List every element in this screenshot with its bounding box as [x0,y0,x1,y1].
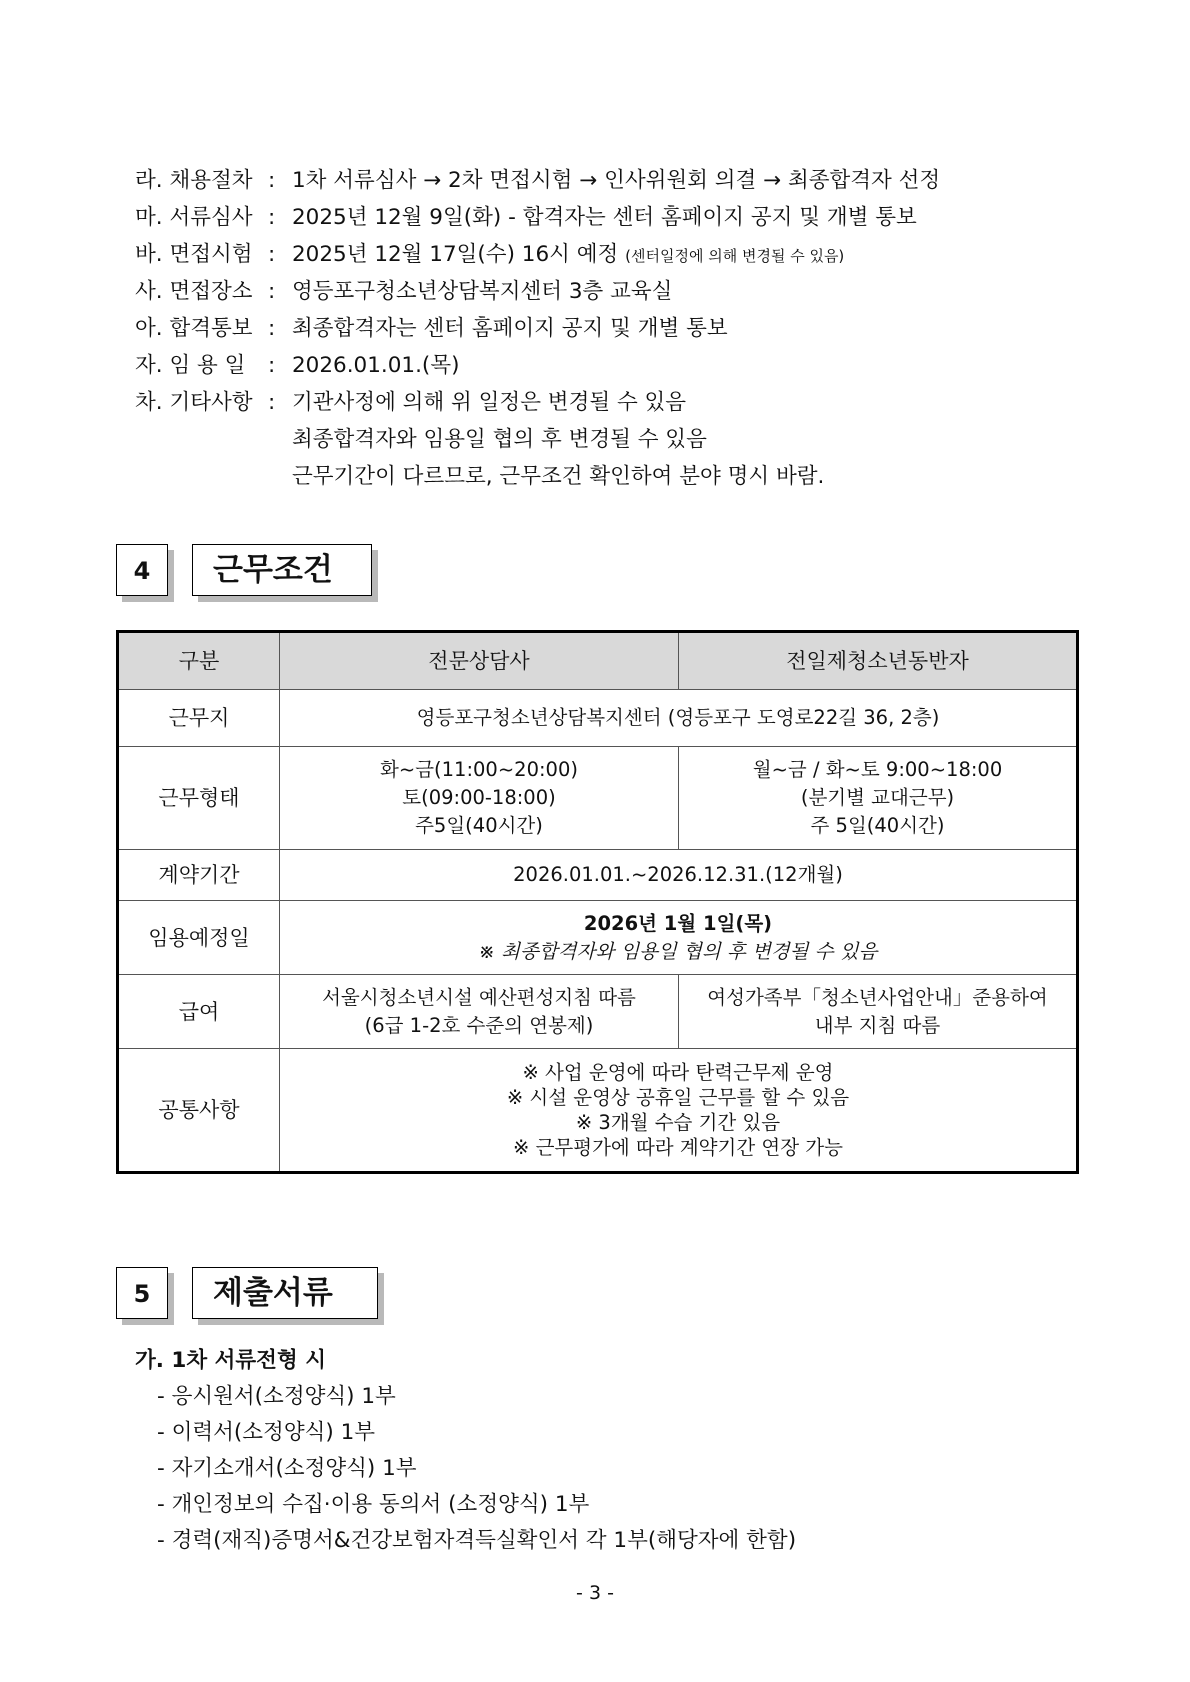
cell-line: 2026년 1월 1일(목) [583,911,773,935]
schedule-label: 아. 합격통보 [135,316,253,341]
table-cell: 2026.01.01.~2026.12.31.(12개월) [280,850,1078,901]
cell-line: 여성가족부「청소년사업안내」준용하여 [707,985,1048,1009]
table-row [118,1049,1078,1173]
table-row [118,975,1078,1049]
schedule-value: 2025년 12월 9일(화) - 합격자는 센터 홈페이지 공지 및 개별 통보 [292,205,917,230]
table-cell [280,975,679,1049]
schedule-note: (센터일정에 의해 변경될 수 있음) [625,247,845,265]
table-cell [280,901,1078,975]
schedule-value: 기관사정에 의해 위 일정은 변경될 수 있음 [292,390,687,415]
column-header: 전일제청소년동반자 [679,632,1078,690]
schedule-label: 라. 채용절차 [135,168,253,193]
cell-line: ※ 3개월 수습 기간 있음 [575,1111,781,1134]
cell-line: 토(09:00-18:00) [402,786,556,809]
work-conditions-table [116,630,1079,1174]
list-item: - 자기소개서(소정양식) 1부 [157,1456,417,1481]
schedule-label: 자. 임 용 일 [135,353,246,378]
schedule-label: 차. 기타사항 [135,390,253,415]
row-header: 근무지 [118,690,280,747]
table-cell: 영등포구청소년상담복지센터 (영등포구 도영로22길 36, 2층) [280,690,1078,747]
schedule-label: 바. 면접시험 [135,242,253,267]
row-header: 급여 [118,975,280,1049]
list-item: - 개인정보의 수집·이용 동의서 (소정양식) 1부 [157,1492,590,1517]
schedule-colon: : [268,390,276,415]
cell-line: ※ 근무평가에 따라 계약기간 연장 가능 [513,1136,843,1159]
cell-line: ※ 시설 운영상 공휴일 근무를 할 수 있음 [506,1086,850,1109]
schedule-row [135,162,1095,199]
section-title: 근무조건 [192,544,372,596]
schedule-value: 1차 서류심사 → 2차 면접시험 → 인사위원회 의결 → 최종합격자 선정 [292,168,941,193]
schedule-value: 2026.01.01.(목) [292,353,460,378]
row-header: 임용예정일 [118,901,280,975]
schedule-value: 영등포구청소년상담복지센터 3층 교육실 [292,279,673,304]
column-header: 전문상담사 [280,632,679,690]
schedule-continuation: 최종합격자와 임용일 협의 후 변경될 수 있음 [292,427,707,452]
schedule-colon: : [268,353,276,378]
cell-line: 월~금 / 화~토 9:00~18:00 [752,758,1003,781]
cell-line: 내부 지침 따름 [814,1013,941,1037]
schedule-colon: : [268,316,276,341]
schedule-label: 마. 서류심사 [135,205,253,230]
table-row [118,747,1078,850]
column-header: 구분 [118,632,280,690]
schedule-colon: : [268,168,276,193]
row-header: 공통사항 [118,1049,280,1173]
section-number: 5 [116,1267,168,1319]
cell-note: ※ 최종합격자와 임용일 협의 후 변경될 수 있음 [478,939,878,963]
table-cell [679,975,1078,1049]
cell-line: ※ 사업 운영에 따라 탄력근무제 운영 [522,1061,834,1084]
documents-heading: 가. 1차 서류전형 시 [135,1348,326,1373]
schedule-row [135,199,1095,236]
page-number: - 3 - [576,1582,614,1604]
cell-line: 화~금(11:00~20:00) [380,758,578,781]
schedule-row [135,273,1095,310]
section-title: 제출서류 [192,1267,378,1319]
table-cell [280,747,679,850]
table-header-row [118,632,1078,690]
list-item: - 이력서(소정양식) 1부 [157,1420,376,1445]
schedule-value-text: 2025년 12월 17일(수) 16시 예정 [292,242,619,267]
row-header: 근무형태 [118,747,280,850]
schedule-row [135,310,1095,347]
recruitment-schedule [135,162,1095,495]
schedule-continuation: 근무기간이 다르므로, 근무조건 확인하여 분야 명시 바람. [292,464,825,489]
schedule-value [292,236,844,275]
schedule-row [135,384,1095,421]
schedule-row [135,347,1095,384]
schedule-colon: : [268,279,276,304]
schedule-colon: : [268,242,276,267]
schedule-value: 최종합격자는 센터 홈페이지 공지 및 개별 통보 [292,316,728,341]
cell-line: 주 5일(40시간) [810,814,945,837]
required-documents [135,1343,796,1559]
cell-line: 서울시청소년시설 예산편성지침 따름 [322,985,636,1009]
section-number: 4 [116,544,168,596]
cell-line: 주5일(40시간) [415,814,543,837]
cell-line: (분기별 교대근무) [800,786,955,809]
cell-line: (6급 1-2호 수준의 연봉제) [364,1013,594,1037]
row-header: 계약기간 [118,850,280,901]
table-cell [679,747,1078,850]
table-row [118,850,1078,901]
table-row [118,901,1078,975]
table-cell [280,1049,1078,1173]
schedule-row [135,236,1095,273]
list-item: - 경력(재직)증명서&건강보험자격득실확인서 각 1부(해당자에 한함) [157,1528,797,1553]
schedule-colon: : [268,205,276,230]
schedule-label: 사. 면접장소 [135,279,253,304]
table-row [118,690,1078,747]
list-item: - 응시원서(소정양식) 1부 [157,1384,396,1409]
